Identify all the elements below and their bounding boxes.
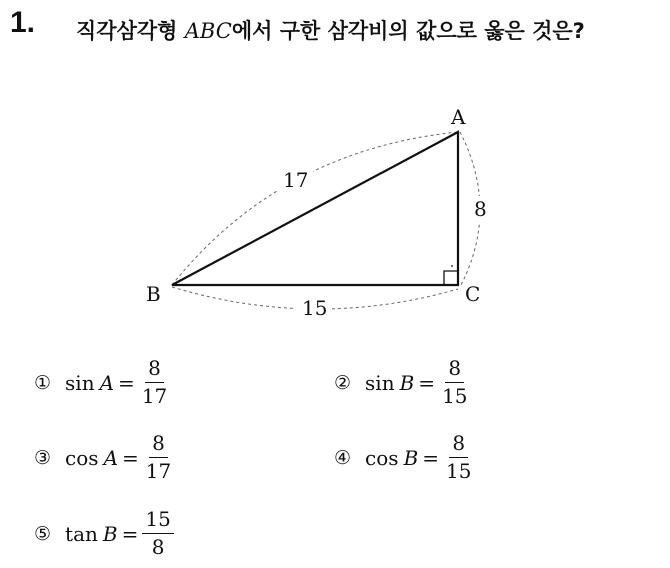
choice-mark: ⑤ xyxy=(34,522,52,545)
choice-mark: ③ xyxy=(34,446,52,469)
fraction: $\frac{8}{17}$ xyxy=(141,356,168,408)
question-number: 1. xyxy=(10,6,36,39)
side-ac-label: 8 xyxy=(474,197,487,221)
choice-5[interactable]: ⑤ tan B = $\frac{15}{8}$ xyxy=(34,508,174,559)
choice-3[interactable]: ③ cos A = $\frac{8}{17}$ xyxy=(34,432,174,483)
choice-mark: ① xyxy=(34,371,52,394)
vertex-c-label: C xyxy=(465,282,481,306)
choice-4[interactable]: ④ cos B = $\frac{8}{15}$ xyxy=(334,432,474,483)
choice-mark: ④ xyxy=(334,446,352,469)
right-angle-marker xyxy=(444,271,458,285)
fraction: $\frac{8}{15}$ xyxy=(442,356,468,408)
vertex-b-label: B xyxy=(146,282,161,306)
triangle-abc xyxy=(172,132,458,285)
choice-1[interactable]: ① sin A = $\frac{8}{17}$ xyxy=(34,357,170,408)
vertex-a-label: A xyxy=(451,105,466,129)
fraction: $\frac{8}{15}$ xyxy=(446,431,472,483)
stem-text-before: 직각삼각형 xyxy=(76,19,185,43)
choice-mark: ② xyxy=(334,371,352,394)
side-ab-label: 17 xyxy=(283,168,309,192)
fraction: $\frac{8}{17}$ xyxy=(145,431,172,483)
choice-2[interactable]: ② sin B = $\frac{8}{15}$ xyxy=(334,357,471,408)
fraction: $\frac{15}{8}$ xyxy=(142,508,173,559)
side-bc-label: 15 xyxy=(302,296,328,320)
stem-text-after: 에서 구한 삼각비의 값으로 옳은 것은? xyxy=(231,19,585,43)
triangle-name: ABC xyxy=(184,19,232,43)
